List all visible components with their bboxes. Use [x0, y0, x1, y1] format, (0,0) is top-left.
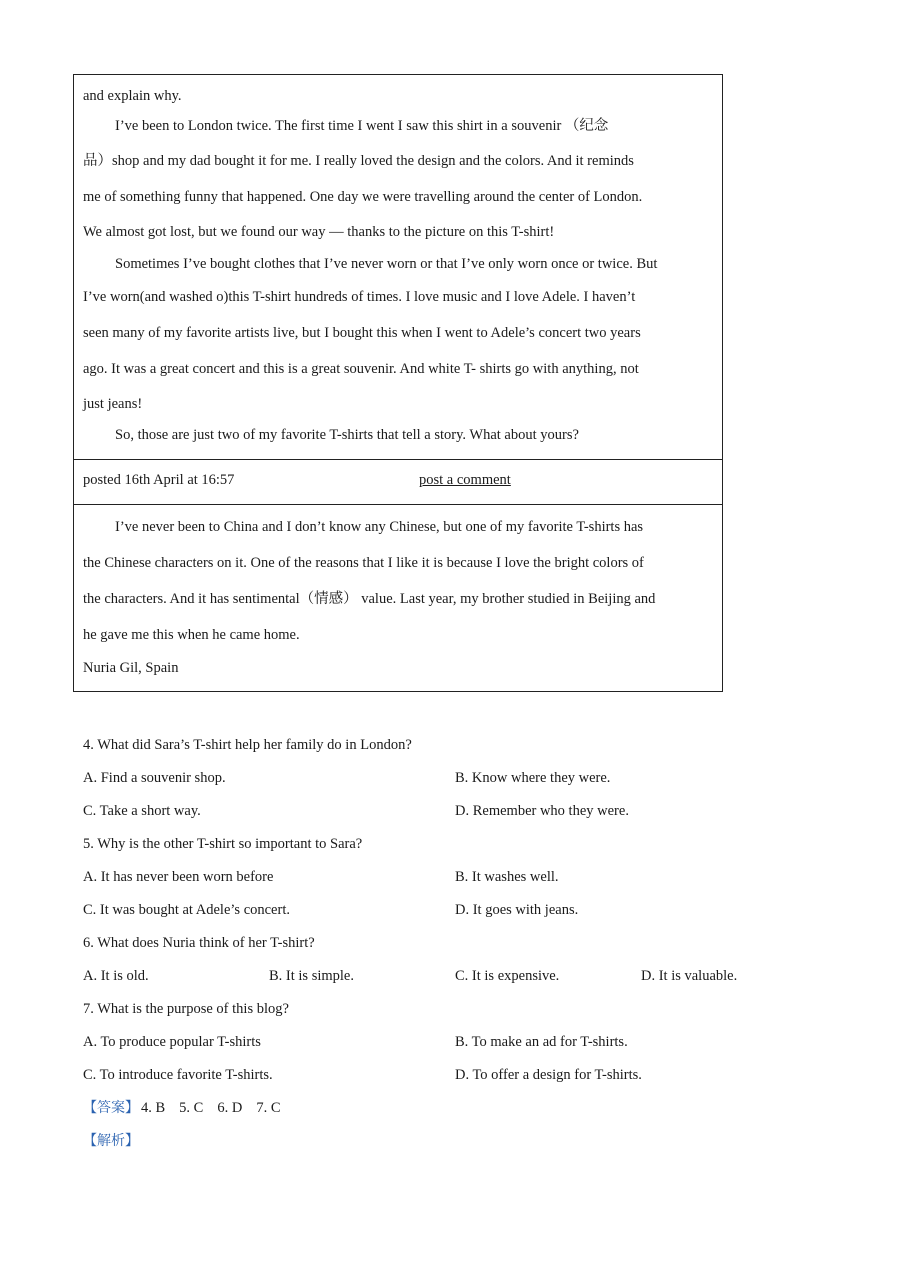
option-d: D. It goes with jeans. [455, 902, 579, 918]
post-line: I’ve worn(and washed o)this T-shirt hundreds of times. I love music and I love Adele. I haven’t [83, 289, 636, 305]
post-line: seen many of my favorite artists live, but I bought this when I went to Adele’s concert two years [83, 325, 641, 341]
questions-section [83, 731, 783, 1160]
answer-value: 7. C [256, 1100, 281, 1116]
option-b: B. To make an ad for T-shirts. [455, 1034, 628, 1050]
comment-body [74, 505, 722, 691]
post-line: ago. It was a great concert and this is a great souvenir. And white T- shirts go with anything, not [83, 361, 639, 377]
comment-line: I’ve never been to China and I don’t know any Chinese, but one of my favorite T-shirts has [115, 519, 644, 535]
post-meta-bar [74, 460, 722, 505]
post-line: just jeans! [83, 396, 143, 412]
answer-line [83, 1094, 783, 1127]
blog-post-body [74, 75, 722, 460]
comment-line: the characters. And it has sentimental（情感） value. Last year, my brother studied in Beijing and [83, 591, 656, 607]
answer-values [141, 1100, 295, 1116]
post-comment-link[interactable]: post a comment [419, 472, 511, 488]
post-line: Sometimes I’ve bought clothes that I’ve never worn or that I’ve only worn once or twice. But [115, 256, 658, 272]
comment-author: Nuria Gil, Spain [83, 660, 179, 676]
option-b: B. It washes well. [455, 869, 559, 885]
post-line: 品）shop and my dad bought it for me. I really loved the design and the colors. And it reminds [83, 153, 634, 169]
option-row [83, 764, 783, 797]
option-d: D. It is valuable. [641, 968, 738, 984]
option-a: A. To produce popular T-shirts [83, 1034, 261, 1050]
comment-line: he gave me this when he came home. [83, 627, 300, 643]
answer-value: 5. C [179, 1100, 204, 1116]
question-stem: 7. What is the purpose of this blog? [83, 1001, 289, 1017]
option-row [83, 962, 783, 995]
blog-box [73, 74, 723, 692]
option-d: D. Remember who they were. [455, 803, 629, 819]
option-row [83, 1028, 783, 1061]
answer-value: 4. B [141, 1100, 166, 1116]
option-d: D. To offer a design for T-shirts. [455, 1067, 642, 1083]
option-a: A. It has never been worn before [83, 869, 274, 885]
analysis-label: 【解析】 [83, 1133, 139, 1149]
question-stem: 6. What does Nuria think of her T-shirt? [83, 935, 315, 951]
post-line: me of something funny that happened. One day we were travelling around the center of London. [83, 189, 643, 205]
option-row [83, 896, 783, 929]
option-b: B. Know where they were. [455, 770, 611, 786]
post-line: So, those are just two of my favorite T-shirts that tell a story. What about yours? [115, 427, 579, 443]
analysis-line [83, 1127, 783, 1160]
option-row [83, 863, 783, 896]
question-stem: 5. Why is the other T-shirt so important to Sara? [83, 836, 363, 852]
post-line: and explain why. [83, 88, 182, 104]
option-b: B. It is simple. [269, 968, 354, 984]
option-c: C. It is expensive. [455, 968, 560, 984]
option-row [83, 797, 783, 830]
post-line: I’ve been to London twice. The first time I went I saw this shirt in a souvenir （纪念 [115, 118, 609, 134]
answer-label: 【答案】 [83, 1100, 139, 1116]
option-c: C. To introduce favorite T-shirts. [83, 1067, 273, 1083]
comment-line: the Chinese characters on it. One of the reasons that I like it is because I love the bright colors of [83, 555, 644, 571]
option-a: A. Find a souvenir shop. [83, 770, 226, 786]
option-a: A. It is old. [83, 968, 149, 984]
post-line: We almost got lost, but we found our way — thanks to the picture on this T-shirt! [83, 224, 555, 240]
option-row [83, 1061, 783, 1094]
option-c: C. It was bought at Adele’s concert. [83, 902, 290, 918]
posted-timestamp: posted 16th April at 16:57 [83, 472, 235, 488]
option-c: C. Take a short way. [83, 803, 201, 819]
question-stem: 4. What did Sara’s T-shirt help her family do in London? [83, 737, 412, 753]
answer-value: 6. D [217, 1100, 243, 1116]
